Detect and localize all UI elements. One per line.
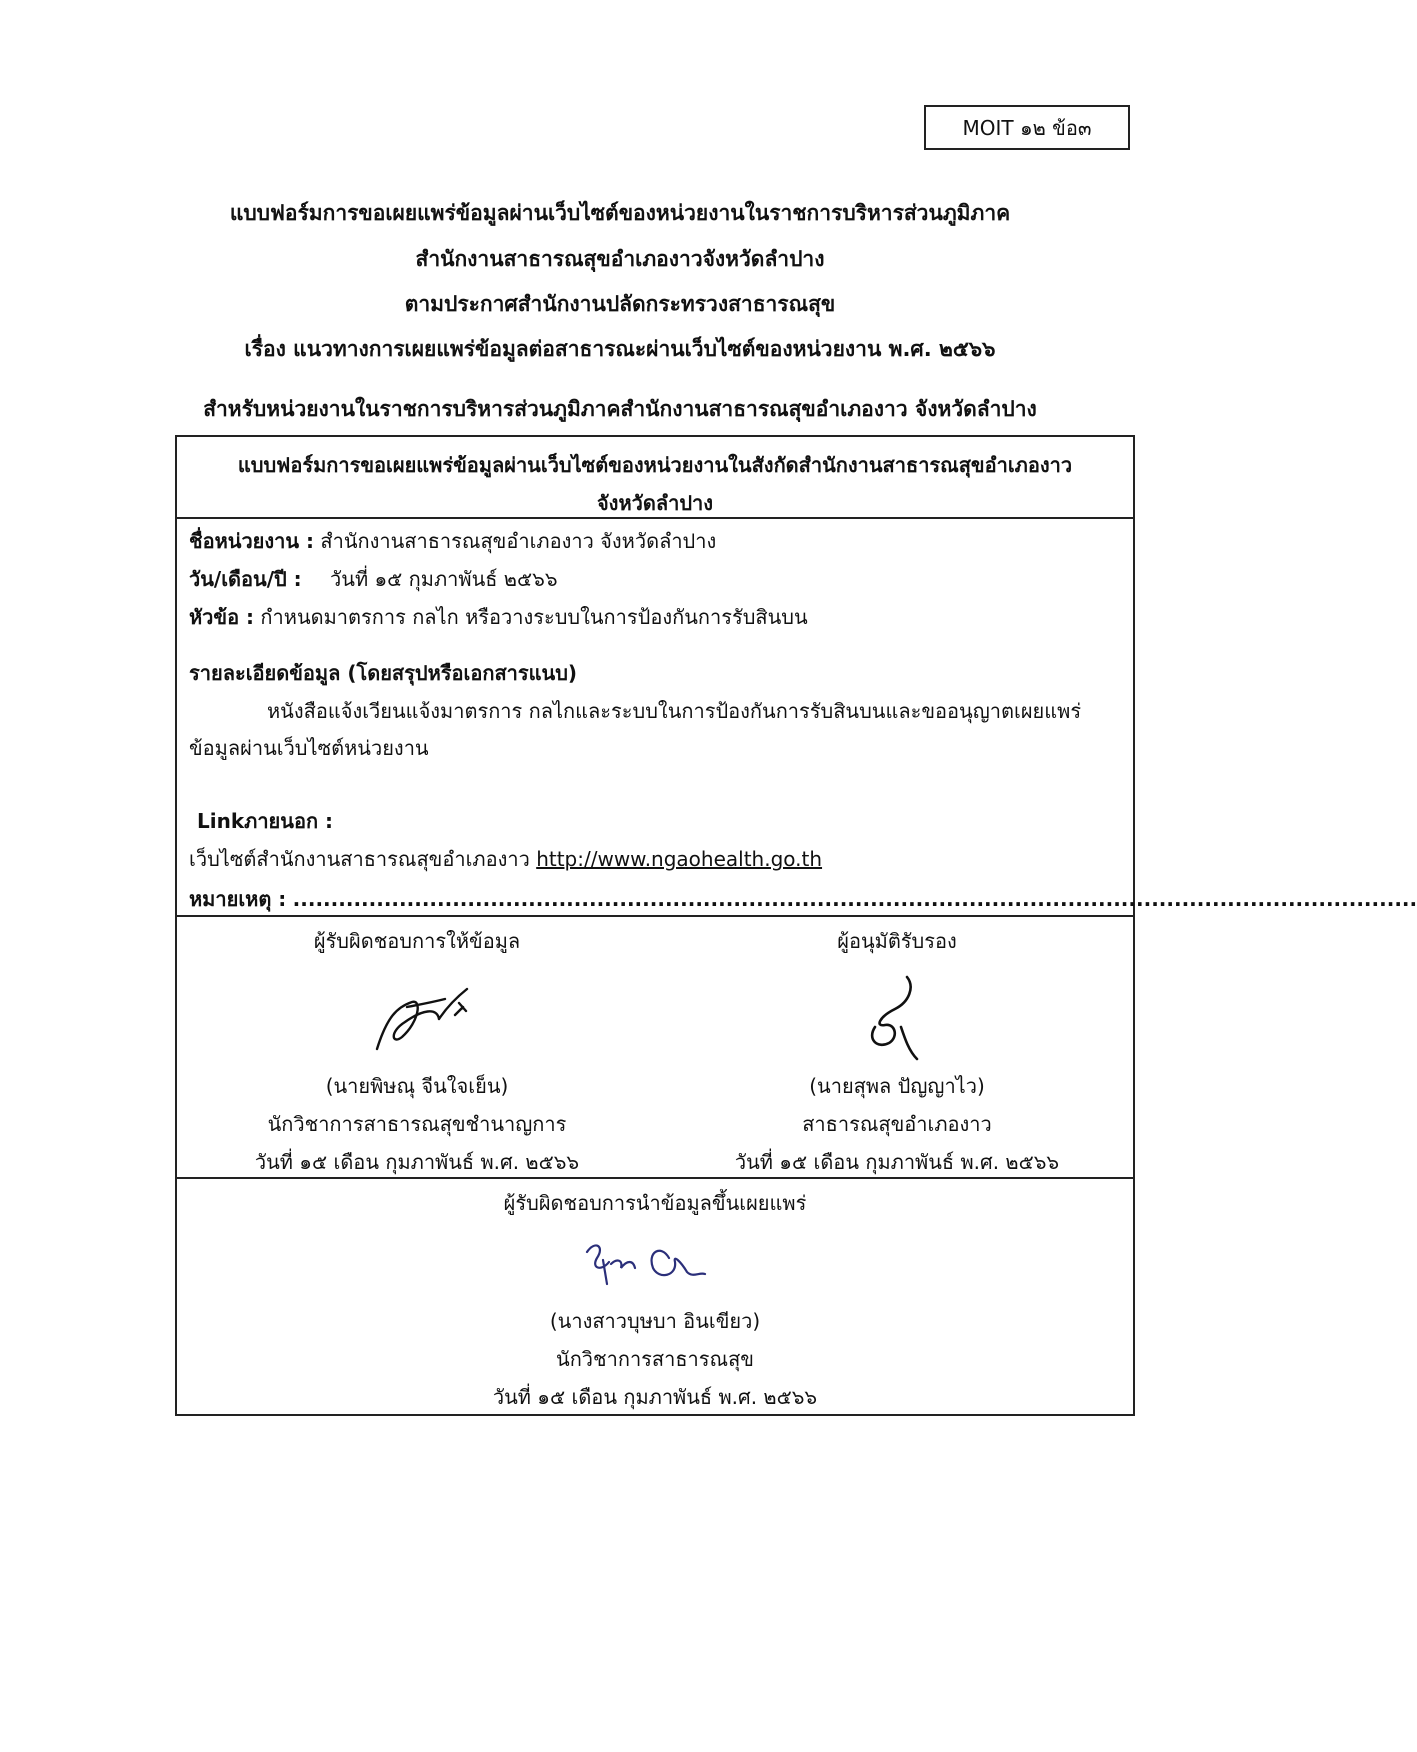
left-sign-role: ผู้รับผิดชอบการให้ข้อมูล [313, 929, 521, 953]
topic-row [189, 601, 808, 633]
website-row [189, 843, 822, 875]
bottom-sign-position: นักวิชาการสาธารณสุข [556, 1347, 754, 1371]
date-row [189, 563, 558, 595]
header-title: แบบฟอร์มการขอเผยแพร่ข้อมูลผ่านเว็บไซต์ของหน่วยงานในราชการบริหารส่วนภูมิภาค [229, 201, 1011, 225]
right-signature-image [857, 967, 937, 1067]
topic-label: หัวข้อ : [189, 605, 255, 629]
divider-title [177, 517, 1133, 519]
header-office: สำนักงานสาธารณสุขอำเภองาวจังหวัดลำปาง [415, 247, 825, 271]
header-announcement: ตามประกาศสำนักงานปลัดกระทรวงสาธารณสุข [404, 292, 836, 316]
right-sign-role: ผู้อนุมัติรับรอง [837, 929, 957, 953]
remark-label: หมายเหตุ : [189, 887, 287, 911]
detail-line1: หนังสือแจ้งเวียนแจ้งมาตรการ กลไกและระบบในการป้องกันการรับสินบนและขออนุญาตเผยแพร่ [267, 699, 1082, 723]
form-title-line1: แบบฟอร์มการขอเผยแพร่ข้อมูลผ่านเว็บไซต์ของหน่วยงานในสังกัดสำนักงานสาธารณสุขอำเภองาว [237, 453, 1073, 477]
request-form-table [175, 435, 1417, 1416]
bottom-sign-role: ผู้รับผิดชอบการนำข้อมูลขึ้นเผยแพร่ [503, 1191, 807, 1215]
bottom-sign-date: วันที่ ๑๕ เดือน กุมภาพันธ์ พ.ศ. ๒๕๖๖ [492, 1385, 818, 1409]
unit-label: ชื่อหน่วยงาน : [189, 529, 315, 553]
header-for-unit: สำหรับหน่วยงานในราชการบริหารส่วนภูมิภาคสำนักงานสาธารณสุขอำเภองาว จังหวัดลำปาง [203, 397, 1037, 421]
left-sign-position: นักวิชาการสาธารณสุขชำนาญการ [267, 1112, 567, 1136]
divider-publisher [177, 1177, 1133, 1179]
detail-heading: รายละเอียดข้อมูล (โดยสรุปหรือเอกสารแนบ) [189, 661, 578, 685]
unit-value: สำนักงานสาธารณสุขอำเภองาว จังหวัดลำปาง [320, 529, 717, 553]
remark-dots: .................................................................................................................................................... [292, 887, 1417, 911]
divider-signatures [177, 915, 1133, 917]
right-sign-position: สาธารณสุขอำเภองาว [802, 1112, 992, 1136]
date-value: วันที่ ๑๕ กุมภาพันธ์ ๒๕๖๖ [330, 567, 558, 591]
website-text: เว็บไซต์สำนักงานสาธารณสุขอำเภองาว [189, 847, 530, 871]
right-sign-name: (นายสุพล ปัญญาไว) [809, 1074, 985, 1098]
left-signature-image [367, 977, 487, 1057]
form-title-line2: จังหวัดลำปาง [596, 491, 714, 515]
document-code: MOIT ๑๒ ข้อ๓ [962, 115, 1092, 140]
right-sign-date: วันที่ ๑๕ เดือน กุมภาพันธ์ พ.ศ. ๒๕๖๖ [734, 1150, 1060, 1174]
left-sign-date: วันที่ ๑๕ เดือน กุมภาพันธ์ พ.ศ. ๒๕๖๖ [254, 1150, 580, 1174]
bottom-sign-name: (นางสาวบุษบา อินเขียว) [549, 1309, 761, 1333]
left-sign-name: (นายพิษณุ จีนใจเย็น) [325, 1074, 509, 1098]
date-label: วัน/เดือน/ปี : [189, 567, 302, 591]
website-link[interactable]: http://www.ngaohealth.go.th [536, 847, 823, 871]
link-label: Linkภายนอก : [197, 809, 334, 833]
detail-line2: ข้อมูลผ่านเว็บไซต์หน่วยงาน [189, 736, 429, 760]
topic-value: กำหนดมาตรการ กลไก หรือวางระบบในการป้องกันการรับสินบน [260, 605, 808, 629]
document-code-box [924, 105, 1130, 150]
bottom-signature-image [577, 1232, 747, 1292]
header-subject: เรื่อง แนวทางการเผยแพร่ข้อมูลต่อสาธารณะผ่านเว็บไซต์ของหน่วยงาน พ.ศ. ๒๕๖๖ [244, 337, 996, 361]
unit-row [189, 525, 716, 557]
remark-row [189, 883, 1417, 915]
